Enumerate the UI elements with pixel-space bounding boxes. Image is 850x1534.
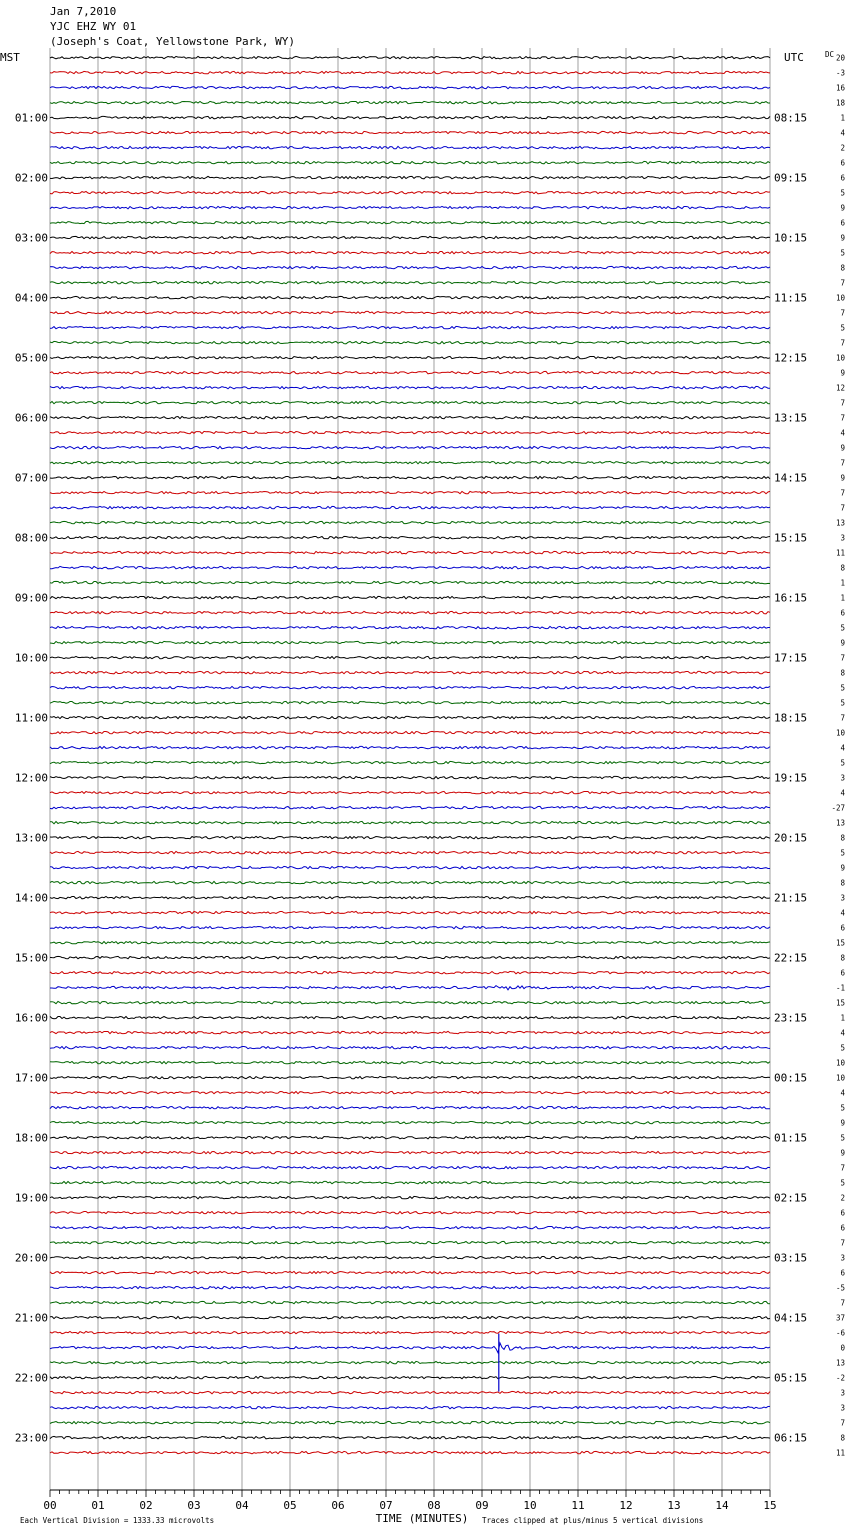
x-tick-label: 11	[571, 1499, 585, 1512]
utc-hour-label: 18:15	[774, 711, 808, 725]
header-station: YJC EHZ WY 01	[50, 20, 137, 33]
dc-offset-label: 13	[835, 518, 845, 528]
dc-offset-label: 6	[840, 1268, 845, 1278]
dc-offset-label: 9	[840, 368, 845, 378]
x-tick-label: 13	[667, 1499, 681, 1512]
seismic-trace	[50, 1211, 770, 1213]
mst-hour-label: 06:00	[14, 411, 48, 425]
utc-hour-label: 04:15	[774, 1311, 808, 1325]
dc-offset-label: 7	[840, 413, 845, 423]
seismic-trace	[50, 371, 770, 373]
dc-offset-label: 12	[835, 383, 845, 393]
dc-offset-label: 8	[840, 953, 845, 963]
seismic-trace	[50, 71, 770, 73]
dc-offset-label: 7	[840, 488, 845, 498]
utc-hour-label: 02:15	[774, 1191, 808, 1205]
dc-offset-label: 8	[840, 668, 845, 678]
dc-offset-label: 20	[835, 53, 845, 63]
mst-hour-label: 08:00	[14, 531, 48, 545]
dc-offset-label: 4	[840, 428, 845, 438]
seismic-trace	[50, 431, 770, 433]
dc-offset-label: -5	[835, 1283, 845, 1293]
dc-offset-label: 7	[840, 503, 845, 513]
seismic-trace	[50, 1076, 770, 1078]
mst-hour-label: 02:00	[14, 171, 48, 185]
seismic-trace	[50, 281, 770, 283]
x-axis-label: TIME (MINUTES)	[375, 1512, 469, 1525]
mst-hour-label: 21:00	[14, 1311, 48, 1325]
seismic-trace	[50, 476, 770, 478]
seismic-trace	[50, 1001, 770, 1003]
mst-hour-label: 17:00	[14, 1071, 48, 1085]
seismic-trace	[50, 1196, 770, 1198]
utc-hour-label: 15:15	[774, 531, 808, 545]
seismic-trace	[50, 326, 770, 328]
x-tick-label: 06	[331, 1499, 345, 1512]
utc-hour-label: 21:15	[774, 891, 808, 905]
seismic-trace	[50, 491, 770, 493]
dc-offset-label: 7	[840, 653, 845, 663]
dc-offset-label: 7	[840, 1418, 845, 1428]
dc-offset-label: 5	[840, 323, 845, 333]
seismic-trace	[50, 1061, 770, 1063]
seismic-trace	[50, 56, 770, 58]
dc-offset-label: 1	[840, 113, 845, 123]
utc-hour-label: 20:15	[774, 831, 808, 845]
seismic-trace	[50, 566, 770, 568]
mst-hour-label: 14:00	[14, 891, 48, 905]
seismic-trace	[50, 401, 770, 403]
footer-scale-note: Each Vertical Division = 1333.33 microvolts	[20, 1516, 215, 1525]
x-tick-label: 03	[187, 1499, 201, 1512]
seismic-trace	[50, 1436, 770, 1438]
seismic-trace	[50, 1361, 770, 1363]
mst-hour-label: 20:00	[14, 1251, 48, 1265]
mst-hour-label: 01:00	[14, 111, 48, 125]
dc-offset-label: 10	[835, 728, 845, 738]
seismic-trace	[50, 896, 770, 898]
dc-offset-label: 2	[840, 1193, 845, 1203]
utc-hour-label: 08:15	[774, 111, 808, 125]
seismic-trace	[50, 1046, 770, 1048]
seismic-trace	[50, 296, 770, 298]
dc-offset-label: 13	[835, 1358, 845, 1368]
seismic-trace	[50, 581, 770, 583]
dc-offset-label: 6	[840, 1223, 845, 1233]
utc-hour-label: 16:15	[774, 591, 808, 605]
dc-offset-label: 9	[840, 1148, 845, 1158]
mst-hour-label: 16:00	[14, 1011, 48, 1025]
dc-offset-label: 9	[840, 473, 845, 483]
dc-offset-label: 5	[840, 1178, 845, 1188]
dc-offset-label: 5	[840, 698, 845, 708]
mst-hour-label: 10:00	[14, 651, 48, 665]
header-date: Jan 7,2010	[50, 5, 117, 18]
dc-offset-label: 1	[840, 1013, 845, 1023]
dc-offset-label: 4	[840, 1028, 845, 1038]
seismic-trace	[50, 1241, 770, 1243]
dc-offset-label: 8	[840, 1433, 845, 1443]
seismic-trace	[50, 596, 770, 598]
utc-hour-label: 05:15	[774, 1371, 808, 1385]
utc-hour-label: 00:15	[774, 1071, 808, 1085]
utc-hour-label: 11:15	[774, 291, 808, 305]
seismic-trace	[50, 956, 770, 958]
seismic-trace	[50, 356, 770, 358]
utc-hour-label: 03:15	[774, 1251, 808, 1265]
seismic-trace	[50, 176, 770, 178]
utc-hour-label: 13:15	[774, 411, 808, 425]
dc-offset-label: 5	[840, 1103, 845, 1113]
dc-offset-label: 10	[835, 1073, 845, 1083]
seismic-trace	[50, 986, 770, 990]
seismic-trace	[50, 251, 770, 253]
dc-offset-label: 7	[840, 398, 845, 408]
x-tick-label: 08	[427, 1499, 441, 1512]
seismic-trace	[50, 1301, 770, 1303]
seismic-trace	[50, 971, 770, 973]
dc-offset-label: -6	[835, 1328, 845, 1338]
seismic-trace	[50, 686, 770, 688]
dc-offset-label: 7	[840, 458, 845, 468]
dc-offset-label: 5	[840, 623, 845, 633]
seismic-trace	[50, 416, 770, 418]
seismic-trace	[50, 1421, 770, 1423]
dc-offset-label: 3	[840, 533, 845, 543]
mst-hour-label: 22:00	[14, 1371, 48, 1385]
mst-axis-label: MST	[0, 51, 20, 64]
dc-offset-label: 4	[840, 128, 845, 138]
dc-offset-label: -1	[835, 983, 845, 993]
seismic-trace	[50, 506, 770, 508]
dc-offset-label: 7	[840, 278, 845, 288]
seismic-trace	[50, 1451, 770, 1453]
seismic-trace	[50, 716, 770, 718]
x-tick-label: 12	[619, 1499, 633, 1512]
dc-offset-label: -3	[835, 68, 845, 78]
seismic-trace	[50, 1091, 770, 1093]
dc-offset-label: 3	[840, 1403, 845, 1413]
seismic-trace	[50, 656, 770, 658]
dc-offset-label: 5	[840, 848, 845, 858]
dc-offset-label: 8	[840, 833, 845, 843]
seismic-trace	[50, 146, 770, 148]
dc-offset-label: 7	[840, 1298, 845, 1308]
seismic-trace	[50, 461, 770, 463]
dc-offset-label: 11	[835, 1448, 845, 1458]
dc-offset-label: 9	[840, 638, 845, 648]
seismic-trace	[50, 206, 770, 208]
dc-offset-label: 10	[835, 353, 845, 363]
dc-offset-label: 9	[840, 1118, 845, 1128]
dc-offset-label: 1	[840, 578, 845, 588]
seismic-trace	[50, 161, 770, 163]
dc-offset-label: 37	[835, 1313, 845, 1323]
utc-hour-label: 12:15	[774, 351, 808, 365]
header-location: (Joseph's Coat, Yellowstone Park, WY)	[50, 35, 296, 48]
mst-hour-label: 09:00	[14, 591, 48, 605]
mst-hour-label: 03:00	[14, 231, 48, 245]
seismic-trace	[50, 1106, 770, 1108]
seismic-trace	[50, 941, 770, 943]
seismic-trace	[50, 881, 770, 883]
seismic-trace	[50, 236, 770, 238]
x-tick-label: 14	[715, 1499, 729, 1512]
seismic-trace	[50, 131, 770, 133]
dc-offset-label: -2	[835, 1373, 845, 1383]
seismic-trace	[50, 1226, 770, 1228]
utc-hour-label: 06:15	[774, 1431, 808, 1445]
seismic-trace	[50, 1271, 770, 1273]
seismic-trace	[50, 1256, 770, 1258]
utc-hour-label: 01:15	[774, 1131, 808, 1145]
dc-offset-label: 6	[840, 1208, 845, 1218]
dc-offset-label: 4	[840, 743, 845, 753]
seismic-trace	[50, 101, 770, 103]
dc-offset-label: 11	[835, 548, 845, 558]
seismic-trace	[50, 821, 770, 823]
dc-offset-label: 5	[840, 248, 845, 258]
mst-hour-label: 15:00	[14, 951, 48, 965]
utc-hour-label: 14:15	[774, 471, 808, 485]
dc-offset-label: 16	[835, 83, 845, 93]
dc-offset-label: 8	[840, 263, 845, 273]
seismic-trace	[50, 86, 770, 88]
dc-offset-label: 3	[840, 773, 845, 783]
seismic-trace	[50, 521, 770, 523]
seismic-trace	[50, 1286, 770, 1288]
dc-offset-label: 3	[840, 893, 845, 903]
utc-hour-label: 09:15	[774, 171, 808, 185]
dc-offset-label: 10	[835, 293, 845, 303]
x-tick-label: 04	[235, 1499, 249, 1512]
dc-offset-label: 6	[840, 968, 845, 978]
seismic-trace	[50, 1343, 770, 1353]
seismic-trace	[50, 701, 770, 703]
dc-offset-label: 1	[840, 593, 845, 603]
seismic-trace	[50, 311, 770, 313]
mst-hour-label: 18:00	[14, 1131, 48, 1145]
dc-offset-label: 6	[840, 218, 845, 228]
dc-offset-label: 7	[840, 1238, 845, 1248]
seismic-trace	[50, 221, 770, 223]
dc-offset-label: 6	[840, 608, 845, 618]
seismic-trace	[50, 746, 770, 748]
mst-hour-label: 11:00	[14, 711, 48, 725]
dc-offset-label: 5	[840, 1133, 845, 1143]
dc-offset-label: 0	[840, 1343, 845, 1353]
dc-offset-label: 3	[840, 1388, 845, 1398]
dc-offset-label: 7	[840, 713, 845, 723]
seismic-trace	[50, 1181, 770, 1183]
x-tick-label: 05	[283, 1499, 297, 1512]
utc-hour-label: 23:15	[774, 1011, 808, 1025]
seismic-trace	[50, 116, 770, 118]
dc-offset-label: 13	[835, 818, 845, 828]
x-tick-label: 07	[379, 1499, 393, 1512]
utc-axis-label: UTC	[784, 51, 804, 64]
seismic-trace	[50, 866, 770, 868]
seismic-trace	[50, 1031, 770, 1033]
seismic-trace	[50, 911, 770, 913]
dc-offset-label: 7	[840, 1163, 845, 1173]
seismic-trace	[50, 536, 770, 538]
seismic-trace	[50, 836, 770, 838]
dc-offset-label: 6	[840, 158, 845, 168]
x-tick-label: 01	[91, 1499, 105, 1512]
x-tick-label: 09	[475, 1499, 489, 1512]
dc-offset-label: 15	[835, 938, 845, 948]
utc-hour-label: 19:15	[774, 771, 808, 785]
x-tick-label: 10	[523, 1499, 537, 1512]
mst-hour-label: 23:00	[14, 1431, 48, 1445]
utc-hour-label: 10:15	[774, 231, 808, 245]
mst-hour-label: 12:00	[14, 771, 48, 785]
seismic-trace	[50, 1406, 770, 1408]
dc-offset-label: -27	[831, 803, 845, 813]
x-tick-label: 15	[763, 1499, 777, 1512]
trace-group	[50, 56, 770, 1453]
dc-offset-label: 5	[840, 188, 845, 198]
seismic-trace	[50, 791, 770, 793]
dc-offset-label: 4	[840, 788, 845, 798]
dc-offset-label: 4	[840, 1088, 845, 1098]
seismic-trace	[50, 806, 770, 808]
seismic-trace	[50, 1376, 770, 1378]
seismic-trace	[50, 341, 770, 343]
seismic-trace	[50, 1391, 770, 1393]
seismic-trace	[50, 386, 770, 388]
mst-hour-label: 13:00	[14, 831, 48, 845]
seismic-trace	[50, 1016, 770, 1018]
dc-offset-label: 4	[840, 908, 845, 918]
seismic-trace	[50, 551, 770, 553]
seismic-trace	[50, 626, 770, 628]
dc-offset-label: 9	[840, 233, 845, 243]
seismic-trace	[50, 1121, 770, 1123]
dc-offset-label: 9	[840, 863, 845, 873]
mst-hour-label: 07:00	[14, 471, 48, 485]
dc-offset-label: 8	[840, 878, 845, 888]
seismic-trace	[50, 776, 770, 778]
dc-offset-label: 10	[835, 1058, 845, 1068]
seismic-trace	[50, 761, 770, 763]
dc-offset-label: 7	[840, 308, 845, 318]
plot-grid	[50, 48, 770, 1497]
seismic-trace	[50, 191, 770, 193]
mst-hour-label: 19:00	[14, 1191, 48, 1205]
seismic-trace	[50, 446, 770, 448]
x-tick-label: 02	[139, 1499, 153, 1512]
dc-header-label: DC	[825, 50, 835, 59]
dc-offset-label: 6	[840, 173, 845, 183]
seismic-trace	[50, 1151, 770, 1153]
seismic-trace	[50, 1331, 770, 1333]
seismic-trace	[50, 851, 770, 853]
dc-offset-label: 9	[840, 443, 845, 453]
mst-hour-label: 05:00	[14, 351, 48, 365]
x-tick-label: 00	[43, 1499, 57, 1512]
seismic-trace	[50, 611, 770, 613]
dc-offset-label: 5	[840, 758, 845, 768]
dc-offset-label: 18	[835, 98, 845, 108]
utc-hour-label: 22:15	[774, 951, 808, 965]
footer-clip-note: Traces clipped at plus/minus 5 vertical divisions	[482, 1516, 704, 1525]
dc-offset-label: 6	[840, 923, 845, 933]
mst-hour-label: 04:00	[14, 291, 48, 305]
seismic-trace	[50, 731, 770, 733]
seismic-trace	[50, 1316, 770, 1318]
seismic-trace	[50, 641, 770, 643]
dc-offset-label: 3	[840, 1253, 845, 1263]
utc-hour-label: 17:15	[774, 651, 808, 665]
seismic-trace	[50, 1136, 770, 1138]
dc-offset-label: 2	[840, 143, 845, 153]
dc-offset-label: 8	[840, 563, 845, 573]
dc-offset-label: 15	[835, 998, 845, 1008]
seismic-trace	[50, 266, 770, 268]
dc-offset-label: 5	[840, 1043, 845, 1053]
seismic-trace	[50, 926, 770, 928]
dc-offset-label: 5	[840, 683, 845, 693]
seismic-trace	[50, 671, 770, 673]
dc-offset-label: 9	[840, 203, 845, 213]
seismic-trace	[50, 1166, 770, 1168]
dc-offset-label: 7	[840, 338, 845, 348]
